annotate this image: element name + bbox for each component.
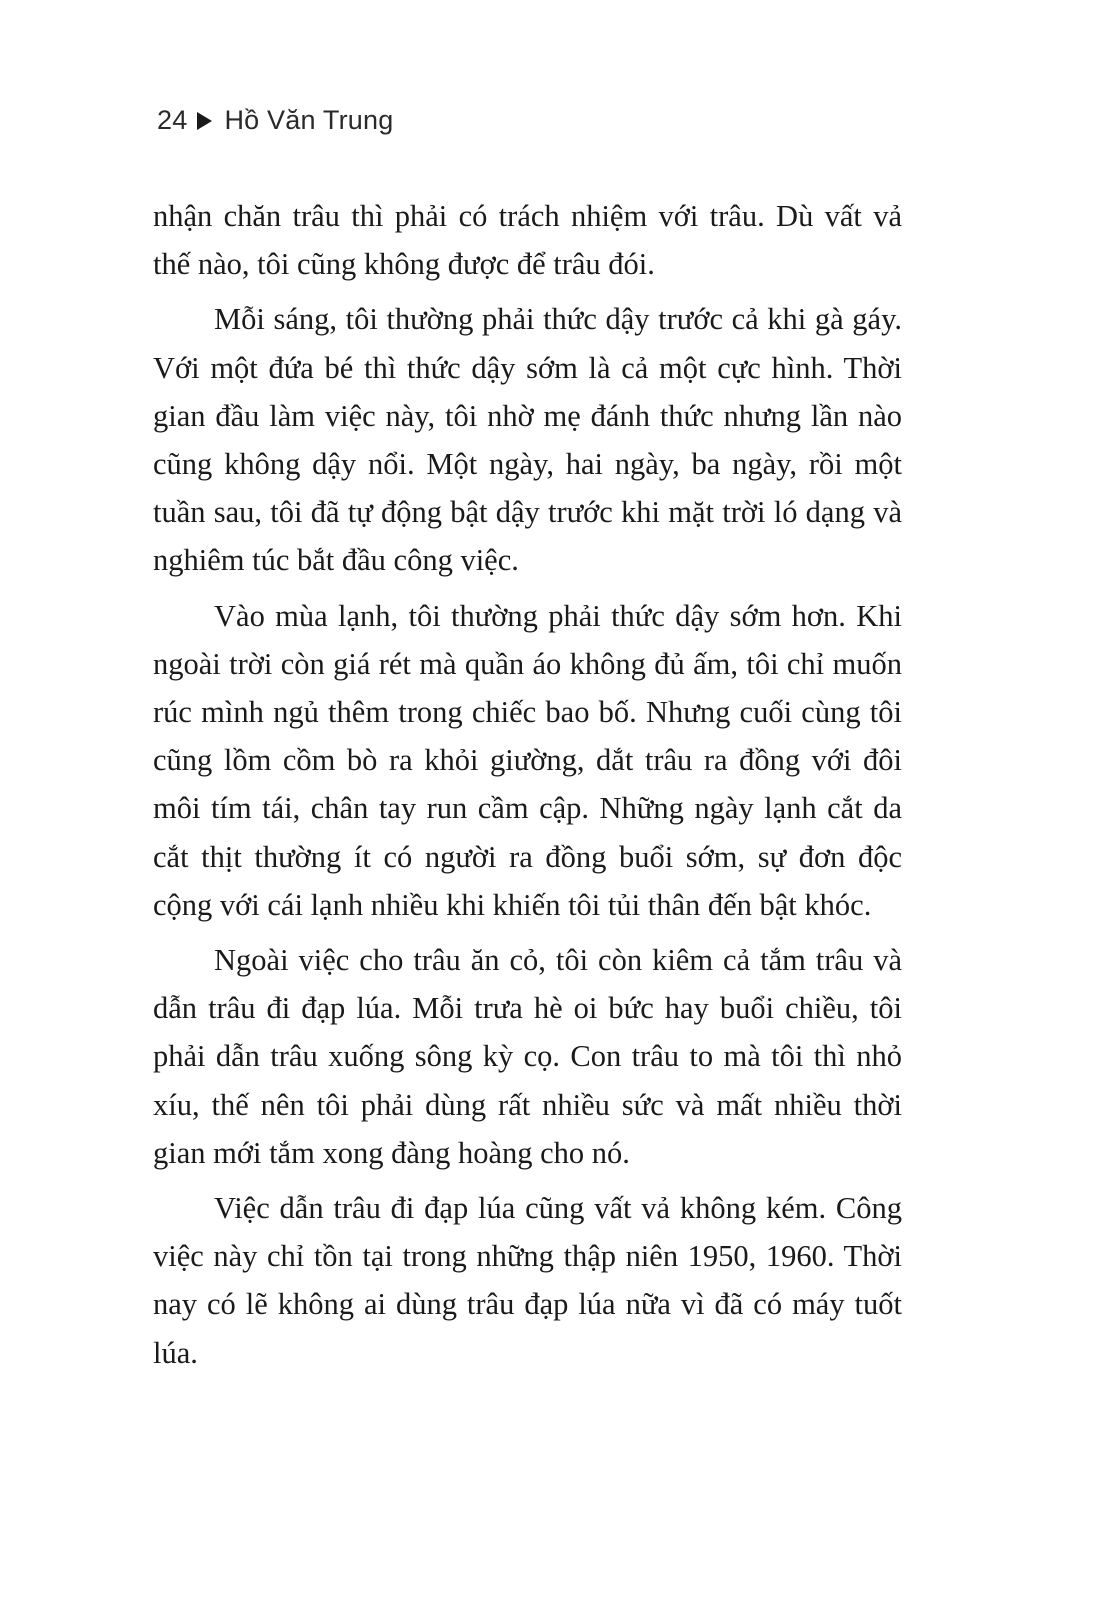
triangle-right-icon [197, 112, 212, 130]
author-name: Hồ Văn Trung [224, 104, 394, 135]
page-number: 24 [157, 104, 188, 135]
paragraph: Ngoài việc cho trâu ăn cỏ, tôi còn kiêm cả tắm trâu và dẫn trâu đi đạp lúa. Mỗi trưa hè oi bức hay buổi chiều, tôi phải dẫn trâu xuống sông kỳ cọ. Con trâu to mà tôi thì nhỏ xíu, thế nên tôi phải dùng rất nhiều sức và mất nhiều thời gian mới tắm xong đàng hoàng cho nó. [153, 943, 902, 1170]
paragraph-continued: nhận chăn trâu thì phải có trách nhiệm với trâu. Dù vất vả thế nào, tôi cũng không được để trâu đói. [153, 199, 902, 282]
paragraph: Vào mùa lạnh, tôi thường phải thức dậy sớm hơn. Khi ngoài trời còn giá rét mà quần áo không đủ ấm, tôi chỉ muốn rúc mình ngủ thêm trong chiếc bao bố. Nhưng cuối cùng tôi cũng lồm cồm bò ra khỏi giường, dắt trâu ra đồng với đôi môi tím tái, chân tay run cầm cập. Những ngày lạnh cắt da cắt thịt thường ít có người ra đồng buổi sớm, sự đơn độc cộng với cái lạnh nhiều khi khiến tôi tủi thân đến bật khóc. [153, 598, 902, 922]
paragraph: Mỗi sáng, tôi thường phải thức dậy trước cả khi gà gáy. Với một đứa bé thì thức dậy sớm là cả một cực hình. Thời gian đầu làm việc này, tôi nhờ mẹ đánh thức nhưng lần nào cũng không dậy nổi. Một ngày, hai ngày, ba ngày, rồi một tuần sau, tôi đã tự động bật dậy trước khi mặt trời ló dạng và nghiêm túc bắt đầu công việc. [153, 302, 902, 578]
body-text [153, 192, 902, 1384]
running-header [157, 102, 393, 138]
paragraph: Việc dẫn trâu đi đạp lúa cũng vất vả không kém. Công việc này chỉ tồn tại trong những thập niên 1950, 1960. Thời nay có lẽ không ai dùng trâu đạp lúa nữa vì đã có máy tuốt lúa. [153, 1191, 902, 1370]
